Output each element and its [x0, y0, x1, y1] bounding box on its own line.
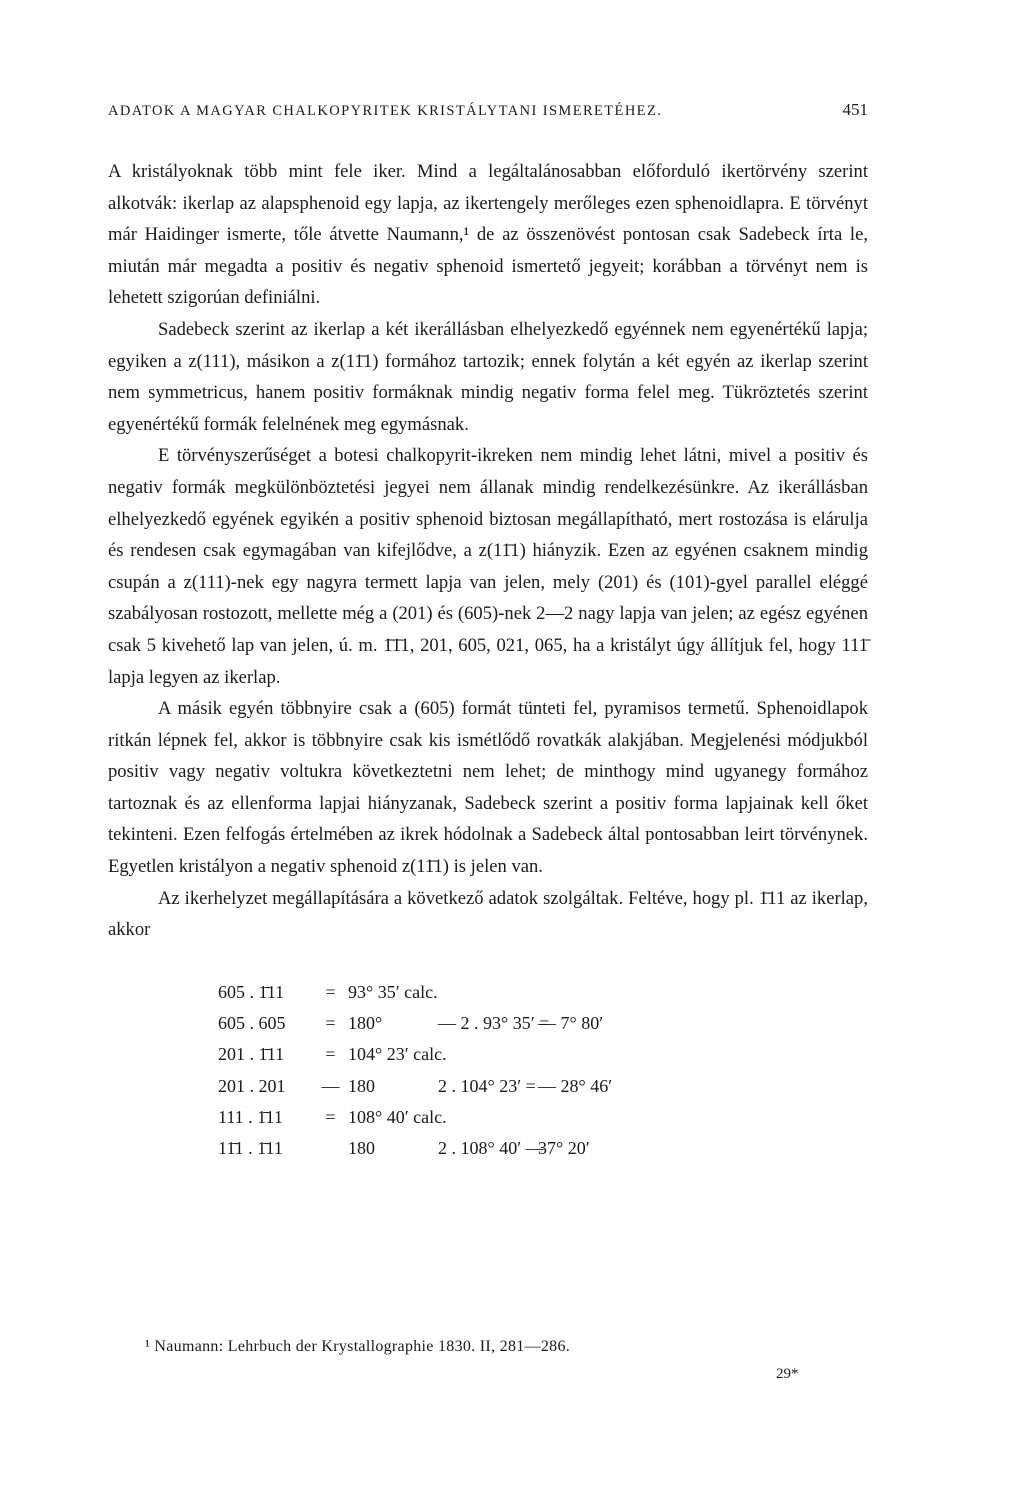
running-header — [108, 100, 868, 120]
value: 108° 40′ calc. — [348, 1107, 447, 1128]
value: 104° 23′ calc. — [348, 1044, 447, 1065]
running-title: ADATOK A MAGYAR CHALKOPYRITEK KRISTÁLYTANI ISMERETÉHEZ. — [108, 103, 663, 119]
paragraph: Sadebeck szerint az ikerlap a két ikerállásban elhelyezkedő egyénnek nem egyenértékű lapja; egyiken a z(111), másikon a z(11̄1) formához tartozik; ennek folytán a két egyén az ikerlap szerint nem symmetricus, hanem positiv formáknak mindig negativ forma felel meg. Tükröztetés szerint egyenértékű formák felelnének meg egymásnak. — [108, 318, 868, 435]
result: — 7° 80′ — [538, 1013, 604, 1034]
face-pair: 11̄1 . 1̄11 — [218, 1138, 283, 1159]
relation: = — [325, 981, 336, 1002]
footnote: ¹ Naumann: Lehrbuch der Krystallographie 1830. II, 281—286. — [145, 1338, 571, 1355]
derivation: 2 . 104° 23′ = — [438, 1075, 536, 1096]
angle-measurement-table — [218, 982, 868, 1170]
paragraph: A másik egyén többnyire csak a (605) formát tünteti fel, pyramisos termetű. Sphenoidlapok ritkán lépnek fel, akkor is többnyire csak kis ismétlődő rovatkák alakjában. Megjelenési módjukból positiv vagy negativ voltukra következtetni nem lehet; de minthogy mind ugyanegy formához tartoznak és az ellenforma lapjai hiányzanak, Sadebeck szerint a positiv forma lapjainak kell őket tekinteni. Ezen felfogás értelmében az ikrek hódolnak a Sadebeck által pontosabban leirt törvénynek. Egyetlen kristályon a negativ sphenoid z(11̄1) is jelen van. — [108, 698, 868, 878]
face-pair: 111 . 1̄11 — [218, 1107, 283, 1128]
face-pair: 201 . 1̄11 — [218, 1044, 285, 1065]
value: 180° — [348, 1013, 383, 1034]
derivation: — 2 . 93° 35′ = — [438, 1013, 550, 1034]
paragraph: Az ikerhelyzet megállapítására a következő adatok szolgáltak. Feltéve, hogy pl. 1̄11 az ikerlap, akkor — [108, 887, 868, 941]
result: 37° 20′ — [538, 1138, 590, 1159]
paragraph: A kristályoknak több mint fele iker. Mind a legáltalánosabban előforduló ikertörvény szerint alkotvák: ikerlap az alapsphenoid egy lapja, az ikertengely merőleges ezen sphenoidlapra. E törvényt már Haidinger ismerte, tőle átvette Naumann,¹ de az összenövést pontosan csak Sadebeck írta le, miután már megadta a positiv és negativ sphenoid ismertető jegyeit; korábban a törvényt nem is lehetett szigorúan definiálni. — [108, 161, 868, 309]
table-row — [218, 1138, 868, 1169]
table-row — [218, 1013, 868, 1044]
relation: = — [325, 1013, 336, 1034]
relation: = — [325, 1044, 336, 1065]
signature-mark: 29* — [776, 1366, 799, 1382]
paragraph: E törvényszerűséget a botesi chalkopyrit-ikreken nem mindig lehet látni, mivel a positiv és negativ formák megkülönböztetési jegyei nem állanak mindig rendelkezésünkre. Az ikerállásban elhelyezkedő egyének egyikén a positiv sphenoid biztosan megállapítható, mert rostozása is elárulja és rendesen csak egymagában van kifejlődve, a z(11̄1) hiányzik. Ezen az egyénen csaknem mindig csupán a z(111)-nek egy nagyra termett lapja van jelen, mely (201) és (101)-gyel parallel eléggé szabályosan rostozott, mellette még a (201) és (605)-nek 2—2 nagy lapja van jelen; az egész egyénen csak 5 kivehető lap van jelen, ú. m. 1̄1̄1, 201, 605, 021, 065, ha a kristályt úgy állítjuk fel, hogy 111̄ lapja legyen az ikerlap. — [108, 445, 868, 688]
face-pair: 605 . 605 — [218, 1013, 286, 1034]
value: 180 — [348, 1138, 375, 1159]
page-number: 451 — [842, 100, 868, 119]
table-row — [218, 1107, 868, 1138]
page — [108, 100, 868, 1170]
face-pair: 605 . 1̄11 — [218, 981, 285, 1002]
result: — 28° 46′ — [538, 1075, 613, 1096]
face-pair: 201 . 201 — [218, 1075, 286, 1096]
table-row — [218, 1076, 868, 1107]
derivation: 2 . 108° 40′ — — [438, 1138, 544, 1159]
value: 93° 35′ calc. — [348, 981, 438, 1002]
relation: = — [325, 1107, 336, 1128]
table-row — [218, 1044, 868, 1075]
value: 180 — [348, 1075, 375, 1096]
table-row — [218, 982, 868, 1013]
relation: — — [321, 1075, 340, 1096]
